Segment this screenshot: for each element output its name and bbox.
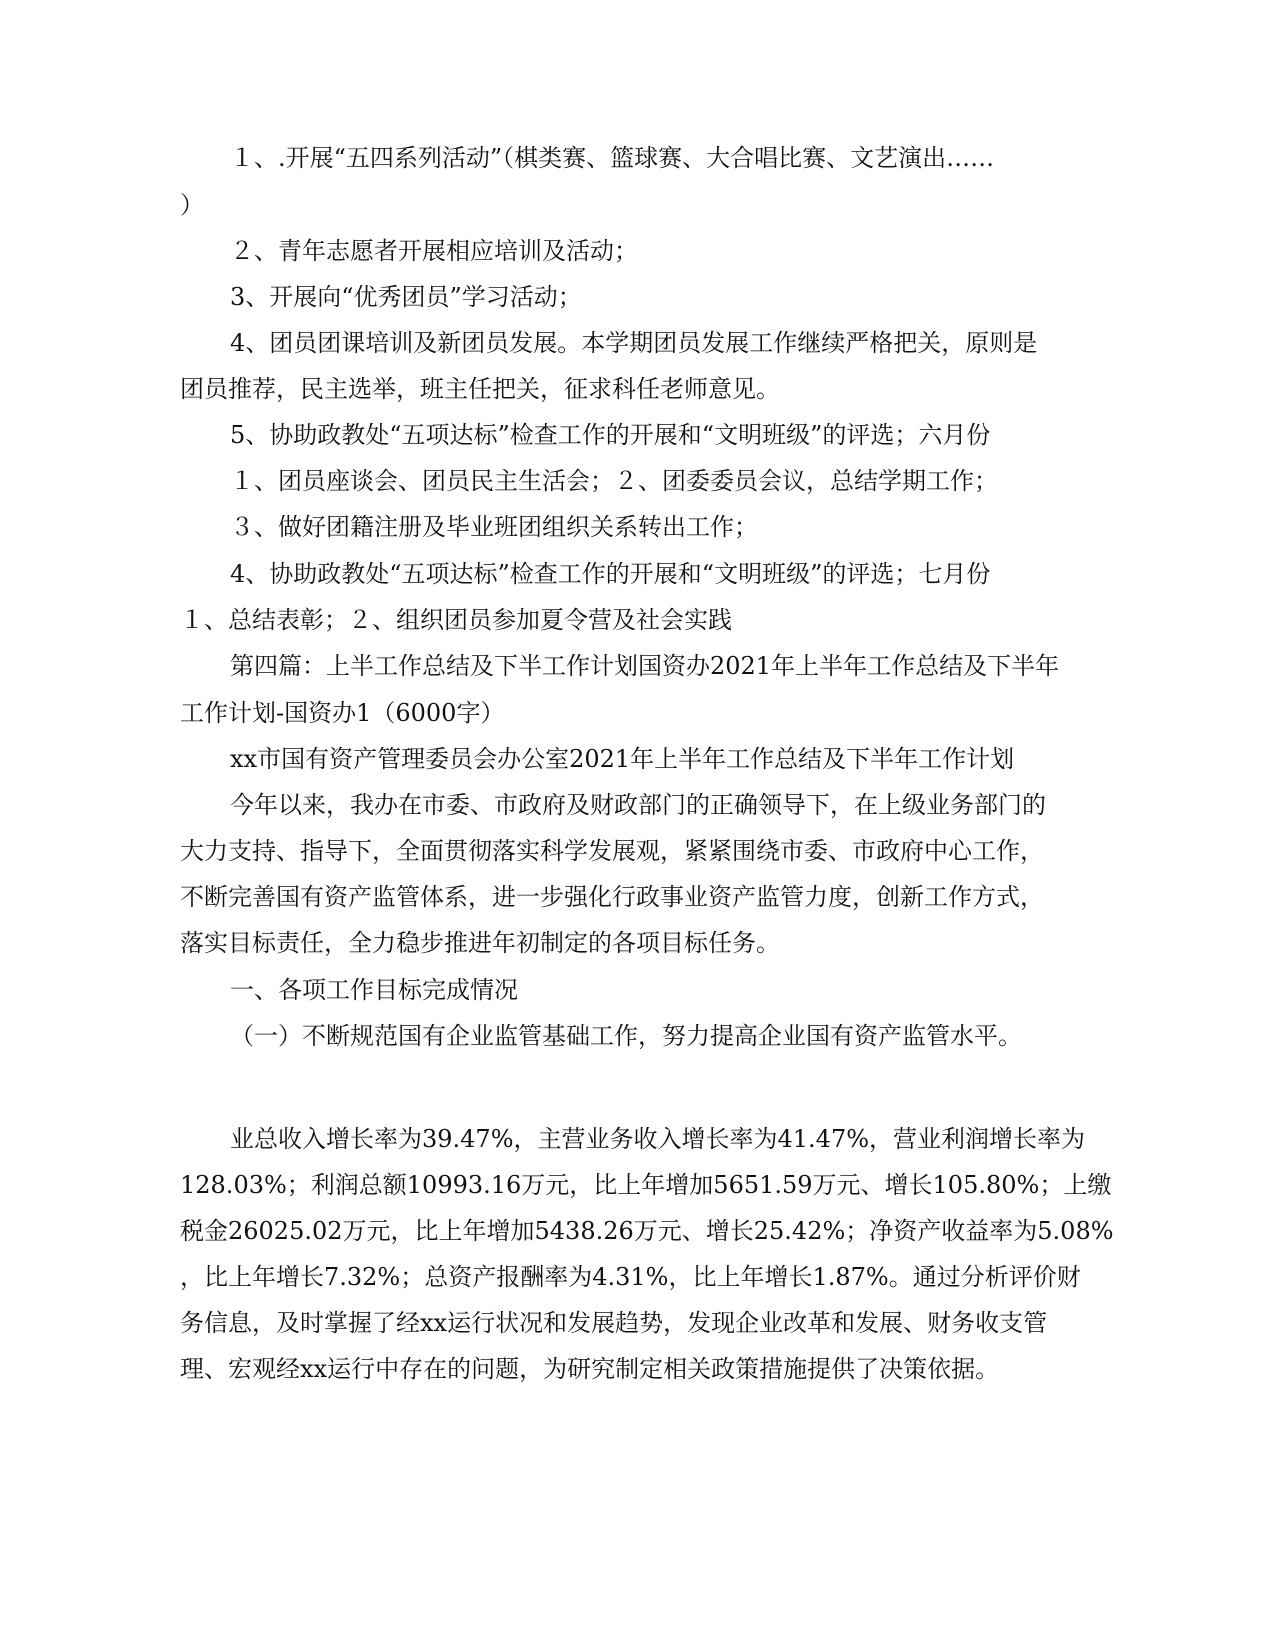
- text-line-8: １、团员座谈会、团员民主生活会；２、团委委员会议，总结学期工作；: [230, 467, 998, 495]
- text-line-11: １、总结表彰；２、组织团员参加夏令营及社会实践: [180, 606, 732, 634]
- text-line-16: 大力支持、指导下，全面贯彻落实科学发展观，紧紧围绕市委、市政府中心工作，: [180, 837, 1044, 865]
- text-line-21: 业总收入增长率为39.47%，主营业务收入增长率为41.47%，营业利润增长率为: [230, 1125, 1086, 1153]
- text-line-14: xx市国有资产管理委员会办公室2021年上半年工作总结及下半年工作计划: [230, 745, 1015, 773]
- text-line-23: 税金26025.02万元，比上年增加5438.26万元、增长25.42%；净资产收益率为5.08%: [180, 1217, 1114, 1245]
- text-line-15: 今年以来，我办在市委、市政府及财政部门的正确领导下，在上级业务部门的: [230, 791, 1046, 819]
- text-line-12: 第四篇：上半工作总结及下半工作计划国资办2021年上半年工作总结及下半年: [230, 652, 1060, 680]
- text-line-10: 4、协助政教处“五项达标”检查工作的开展和“文明班级”的评选；七月份: [230, 560, 991, 588]
- text-line-22: 128.03%；利润总额10993.16万元，比上年增加5651.59万元、增长105.80%；上缴: [180, 1171, 1112, 1199]
- text-line-6: 团员推荐，民主选举，班主任把关，征求科任老师意见。: [180, 375, 780, 403]
- text-line-2: ）: [180, 191, 204, 219]
- text-line-24: ，比上年增长7.32%；总资产报酬率为4.31%，比上年增长1.87%。通过分析评价财: [180, 1263, 1081, 1291]
- text-line-20: （一）不断规范国有企业监管基础工作，努力提高企业国有资产监管水平。: [230, 1022, 1022, 1050]
- text-line-9: ３、做好团籍注册及毕业班团组织关系转出工作；: [230, 513, 758, 541]
- text-line-25: 务信息，及时掌握了经xx运行状况和发展趋势，发现企业改革和发展、财务收支管: [180, 1309, 1048, 1337]
- text-line-19: 一、各项工作目标完成情况: [230, 976, 518, 1004]
- text-line-17: 不断完善国有资产监管体系，进一步强化行政事业资产监管力度，创新工作方式，: [180, 883, 1044, 911]
- text-line-3: ２、青年志愿者开展相应培训及活动；: [230, 237, 638, 265]
- text-line-26: 理、宏观经xx运行中存在的问题，为研究制定相关政策措施提供了决策依据。: [180, 1355, 1000, 1383]
- text-line-7: 5、协助政教处“五项达标”检查工作的开展和“文明班级”的评选；六月份: [230, 421, 991, 449]
- text-line-1: １、.开展“五四系列活动”（棋类赛、篮球赛、大合唱比赛、文艺演出……: [230, 144, 995, 172]
- text-line-5: 4、团员团课培训及新团员发展。本学期团员发展工作继续严格把关，原则是: [230, 329, 1038, 357]
- text-line-4: 3、开展向“优秀团员”学习活动；: [230, 283, 582, 311]
- text-line-13: 工作计划-国资办1（6000字）: [180, 699, 505, 727]
- text-line-18: 落实目标责任，全力稳步推进年初制定的各项目标任务。: [180, 929, 780, 957]
